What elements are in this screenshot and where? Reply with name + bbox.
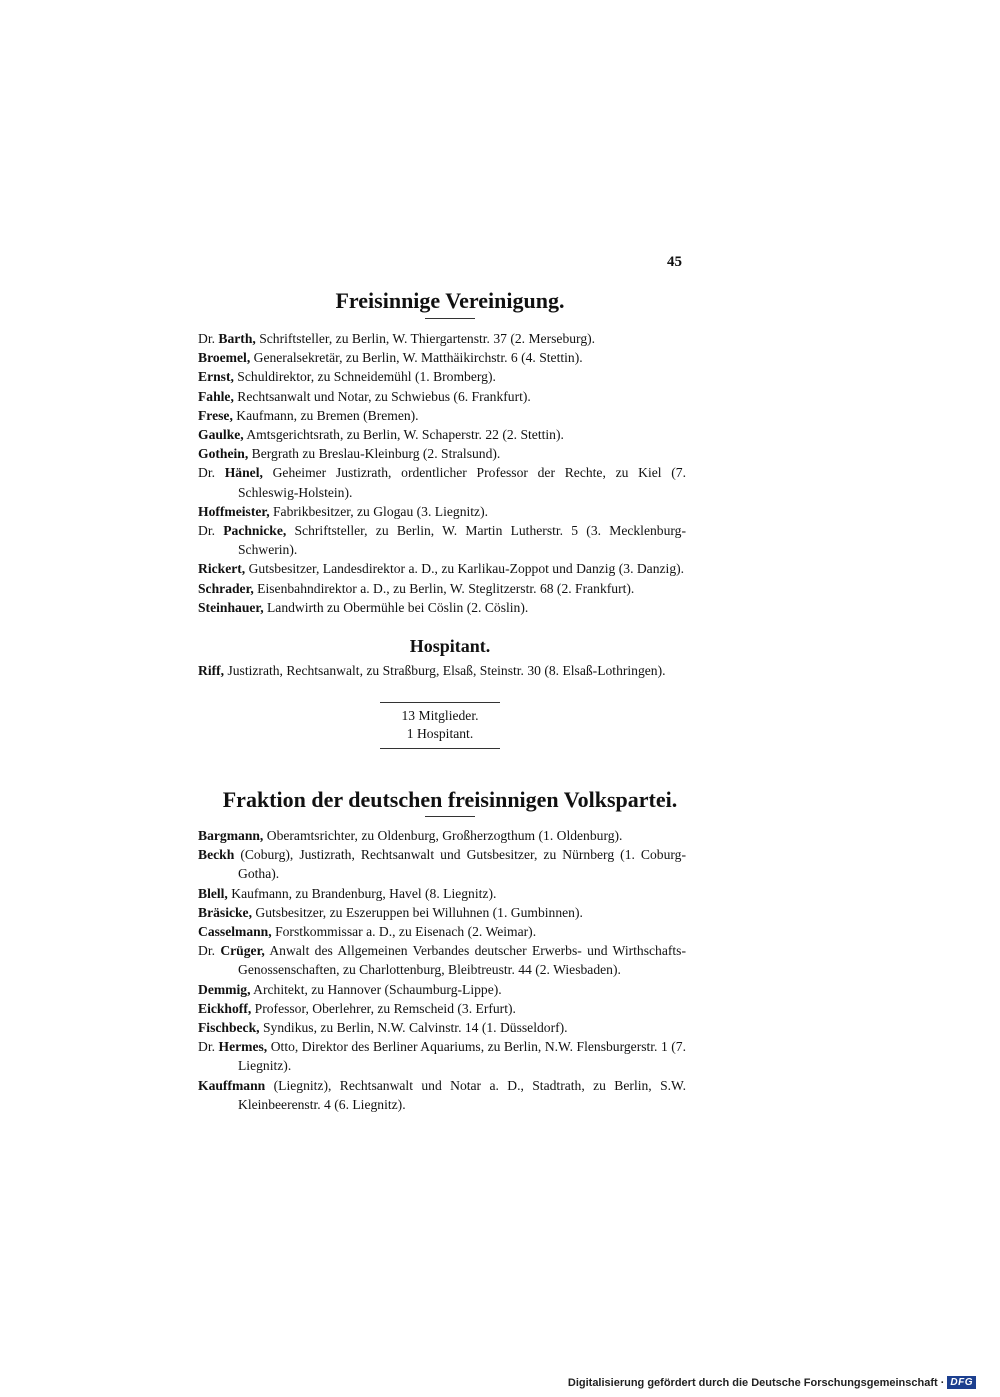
member-summary xyxy=(380,707,500,743)
member-entry xyxy=(198,367,686,386)
member-entry xyxy=(198,502,686,521)
member-title: Dr. xyxy=(198,1039,215,1055)
member-name: Gothein, xyxy=(198,446,249,462)
member-entry xyxy=(198,980,686,999)
member-details: Schriftsteller, zu Berlin, W. Martin Lutherstr. 5 (3. Mecklenburg-Schwerin). xyxy=(238,523,686,558)
member-entry xyxy=(198,999,686,1018)
member-name: Barth, xyxy=(218,331,256,346)
member-details: Architekt, zu Hannover (Schaumburg-Lippe). xyxy=(253,981,502,997)
member-name: Pachnicke, xyxy=(223,523,287,539)
footer-text: Digitalisierung gefördert durch die Deutsche Forschungsgemeinschaft · xyxy=(567,1376,945,1389)
member-details: Bergrath zu Breslau-Kleinburg (2. Stralsund). xyxy=(251,446,501,462)
member-details: Otto, Direktor des Berliner Aquariums, zu Berlin, N.W. Flensburgerstr. 1 (7. Liegnitz). xyxy=(238,1039,686,1074)
member-details: Justizrath, Rechtsanwalt, zu Straßburg, Elsaß, Steinstr. 30 (8. Elsaß-Lothringen). xyxy=(227,663,666,678)
member-entry xyxy=(198,425,686,444)
member-details: Amtsgerichtsrath, zu Berlin, W. Schaperstr. 22 (2. Stettin). xyxy=(246,427,564,443)
member-name: Hoffmeister, xyxy=(198,503,270,519)
member-count: 13 Mitglieder. xyxy=(401,708,479,723)
member-details: Landwirth zu Obermühle bei Cöslin (2. Cöslin). xyxy=(267,599,529,615)
member-entry xyxy=(198,661,686,680)
member-entry xyxy=(198,941,686,979)
section-heading-hospitant: Hospitant. xyxy=(409,636,491,656)
member-name: Frese, xyxy=(198,407,233,423)
member-details: Schriftsteller, zu Berlin, W. Thiergartenstr. 37 (2. Merseburg). xyxy=(259,331,596,346)
member-entry xyxy=(198,826,686,845)
member-title: Dr. xyxy=(198,943,215,959)
member-name: Hänel, xyxy=(224,465,263,481)
member-details: Professor, Oberlehrer, zu Remscheid (3. Erfurt). xyxy=(254,1000,516,1016)
member-entry xyxy=(198,922,686,941)
heading-rule xyxy=(425,816,475,817)
member-entry xyxy=(198,903,686,922)
member-details: Geheimer Justizrath, ordentlicher Professor der Rechte, zu Kiel (7. Schleswig-Holstein). xyxy=(238,465,686,500)
member-name: Fahle, xyxy=(198,388,234,404)
member-entry xyxy=(198,348,686,367)
member-details: Kaufmann, zu Bremen (Bremen). xyxy=(236,407,419,423)
member-details: Schuldirektor, zu Schneidemühl (1. Bromberg). xyxy=(237,369,496,385)
member-name: Riff, xyxy=(198,663,225,678)
member-name: Bräsicke, xyxy=(198,904,252,920)
member-details: Rechtsanwalt und Notar, zu Schwiebus (6. Frankfurt). xyxy=(237,388,531,404)
member-entry xyxy=(198,579,686,598)
member-name: Eickhoff, xyxy=(198,1000,252,1016)
member-entry xyxy=(198,1037,686,1075)
member-name: Steinhauer, xyxy=(198,599,264,615)
member-details: (Liegnitz), Rechtsanwalt und Notar a. D., Stadtrath, zu Berlin, S.W. Kleinbeerenstr. 4 (6. Liegnitz). xyxy=(238,1077,687,1112)
member-details: Syndikus, zu Berlin, N.W. Calvinstr. 14 (1. Düsseldorf). xyxy=(262,1020,568,1036)
member-list-volkspartei xyxy=(198,826,686,1114)
member-details: Gutsbesitzer, zu Eszeruppen bei Willuhnen (1. Gumbinnen). xyxy=(255,904,583,920)
footer-credit xyxy=(568,1376,976,1389)
member-entry xyxy=(198,329,686,348)
member-entry xyxy=(198,1018,686,1037)
member-entry xyxy=(198,406,686,425)
summary-rule-top xyxy=(380,702,500,703)
member-entry xyxy=(198,521,686,559)
member-details: Eisenbahndirektor a. D., zu Berlin, W. Steglitzerstr. 68 (2. Frankfurt). xyxy=(257,580,635,596)
member-title: Dr. xyxy=(198,465,215,481)
member-entry xyxy=(198,1076,686,1114)
member-name: Hermes, xyxy=(218,1039,268,1055)
section-heading-volkspartei: Fraktion der deutschen freisinnigen Volkspartei. xyxy=(222,787,678,812)
member-details: Generalsekretär, zu Berlin, W. Matthäikirchstr. 6 (4. Stettin). xyxy=(253,350,583,366)
member-name: Fischbeck, xyxy=(198,1020,260,1036)
member-name: Crüger, xyxy=(220,943,265,959)
member-entry xyxy=(198,598,686,617)
member-entry xyxy=(198,463,686,501)
member-details: Oberamtsrichter, zu Oldenburg, Großherzogthum (1. Oldenburg). xyxy=(266,828,623,843)
member-details: Kaufmann, zu Brandenburg, Havel (8. Liegnitz). xyxy=(231,885,497,901)
member-entry xyxy=(198,559,686,578)
member-details: Anwalt des Allgemeinen Verbandes deutscher Erwerbs- und Wirthschafts-Genossenschaften, zu Charlottenburg, Bleibtreustr. 44 (2. Wiesbaden). xyxy=(238,943,686,978)
member-title: Dr. xyxy=(198,523,215,539)
member-name: Schrader, xyxy=(198,580,254,596)
member-name: Gaulke, xyxy=(198,427,244,443)
member-details: Gutsbesitzer, Landesdirektor a. D., zu Karlikau-Zoppot und Danzig (3. Danzig). xyxy=(248,561,685,577)
dfg-logo: DFG xyxy=(947,1376,976,1389)
member-name: Blell, xyxy=(198,885,228,901)
member-details: Fabrikbesitzer, zu Glogau (3. Liegnitz). xyxy=(273,503,488,519)
heading-rule xyxy=(425,318,475,319)
member-entry xyxy=(198,884,686,903)
member-name: Rickert, xyxy=(198,561,246,577)
member-details: Forstkommissar a. D., zu Eisenach (2. Weimar). xyxy=(275,924,537,940)
member-name: Casselmann, xyxy=(198,924,272,940)
member-name: Bargmann, xyxy=(198,828,264,843)
member-name: Beckh xyxy=(198,847,235,863)
member-list-hospitant xyxy=(198,661,686,680)
page-number: 45 xyxy=(667,254,682,270)
member-entry xyxy=(198,444,686,463)
member-title: Dr. xyxy=(198,331,215,346)
member-name: Kauffmann xyxy=(198,1077,266,1093)
section-heading-freisinnige-vereinigung: Freisinnige Vereinigung. xyxy=(335,288,565,313)
member-entry xyxy=(198,845,686,883)
member-name: Ernst, xyxy=(198,369,234,385)
summary-rule-bottom xyxy=(380,748,500,749)
member-name: Broemel, xyxy=(198,350,251,366)
member-details: (Coburg), Justizrath, Rechtsanwalt und Gutsbesitzer, zu Nürnberg (1. Coburg-Gotha). xyxy=(238,847,686,882)
member-entry xyxy=(198,387,686,406)
hospitant-count: 1 Hospitant. xyxy=(406,726,474,741)
member-list-freisinnige-vereinigung xyxy=(198,329,686,617)
member-name: Demmig, xyxy=(198,981,251,997)
